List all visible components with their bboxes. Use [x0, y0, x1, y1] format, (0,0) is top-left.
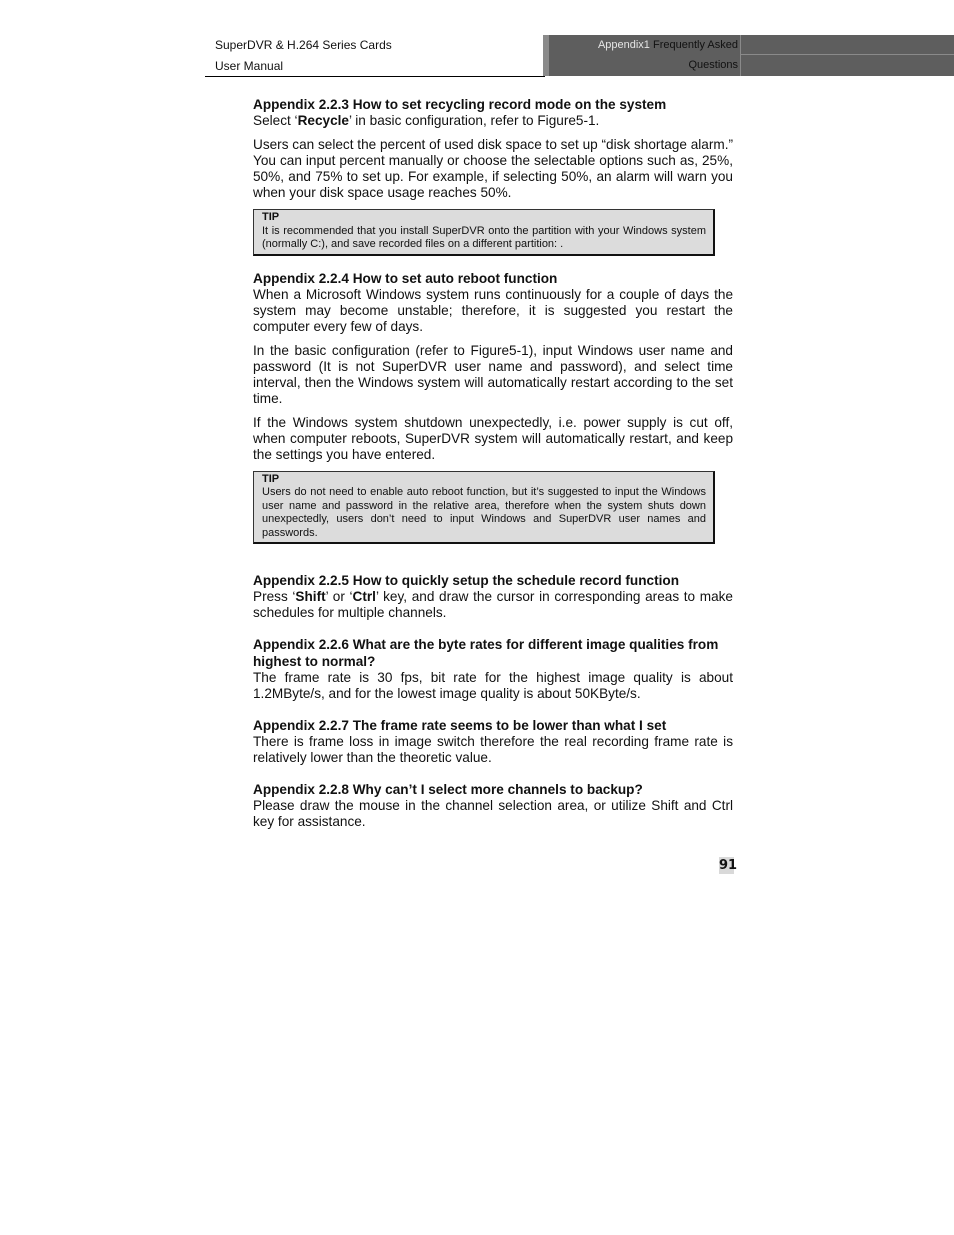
tip-title: TIP	[262, 472, 280, 485]
tip-title: TIP	[262, 211, 280, 223]
paragraph: Please draw the mouse in the channel selection area, or utilize Shift and Ctrl key for assistance.	[253, 798, 733, 829]
paragraph: When a Microsoft Windows system runs continuously for a couple of days the system may become unstable; therefore, it is suggested you restart the computer every few of days.	[253, 286, 733, 334]
paragraph: There is frame loss in image switch therefore the real recording frame rate is relatively lower than the theoretic value.	[253, 734, 733, 765]
paragraph: The frame rate is 30 fps, bit rate for the highest image quality is about 1.2MByte/s, and for the lowest image quality is about 50KByte/s.	[253, 670, 733, 701]
header-rule	[205, 76, 545, 77]
paragraph: If the Windows system shutdown unexpectedly, i.e. power supply is cut off, when computer reboots, SuperDVR system will automatically restart, and keep the settings you have entered.	[253, 414, 733, 462]
header-title-line2: User Manual	[215, 59, 284, 73]
page-number: 91	[719, 858, 738, 873]
header-section-line1	[598, 39, 738, 51]
heading-2-2-6: Appendix 2.2.6 What are the byte rates for different image qualities from highest to normal?	[253, 637, 719, 669]
header-section-title-a: Frequently Asked	[653, 39, 738, 51]
heading-2-2-3: Appendix 2.2.3 How to set recycling record mode on the system	[253, 97, 667, 112]
paragraph: In the basic configuration (refer to Figure5-1), input Windows user name and password (It is not SuperDVR user name and password), and select time interval, then the Windows system will automatically restart according to the set time.	[253, 342, 733, 406]
header-title-line1: SuperDVR & H.264 Series Cards	[215, 38, 392, 52]
heading-2-2-5: Appendix 2.2.5 How to quickly setup the schedule record function	[253, 573, 680, 588]
paragraph: Users can select the percent of used disk space to set up “disk shortage alarm.” You can input percent manually or choose the selectable options such as, 25%, 50%, and 75% to set up. For example, if selecting 50%, an alarm will warn you when your disk space usage reaches 50%.	[253, 137, 733, 200]
header-section-tab	[543, 35, 746, 76]
heading-2-2-4: Appendix 2.2.4 How to set auto reboot function	[253, 270, 558, 286]
header-section-prefix: Appendix1	[597, 39, 650, 51]
heading-2-2-7: Appendix 2.2.7 The frame rate seems to be lower than what I set	[253, 718, 667, 733]
tip-box	[253, 471, 715, 545]
tip-text: It is recommended that you install SuperDVR onto the partition with your Windows system (normally C:), and save recorded files on a different partition: .	[262, 224, 706, 250]
tip-text: Users do not need to enable auto reboot function, but it’s suggested to input the Windows user name and password in the relative area, therefore when the system shuts down unexpectedly, users don’t need to input Windows and SuperDVR user names and passwords.	[262, 486, 706, 539]
page-content	[253, 96, 733, 838]
heading-2-2-8: Appendix 2.2.8 Why can’t I select more channels to backup?	[253, 782, 643, 797]
paragraph: Select ‘Recycle’ in basic configuration, refer to Figure5-1.	[253, 113, 600, 128]
header-section-title-b: Questions	[688, 59, 738, 71]
tip-box	[253, 209, 715, 256]
header-tab-right	[740, 35, 954, 76]
paragraph: Press ‘Shift’ or ‘Ctrl’ key, and draw the cursor in corresponding areas to make schedules for multiple channels.	[253, 589, 733, 620]
